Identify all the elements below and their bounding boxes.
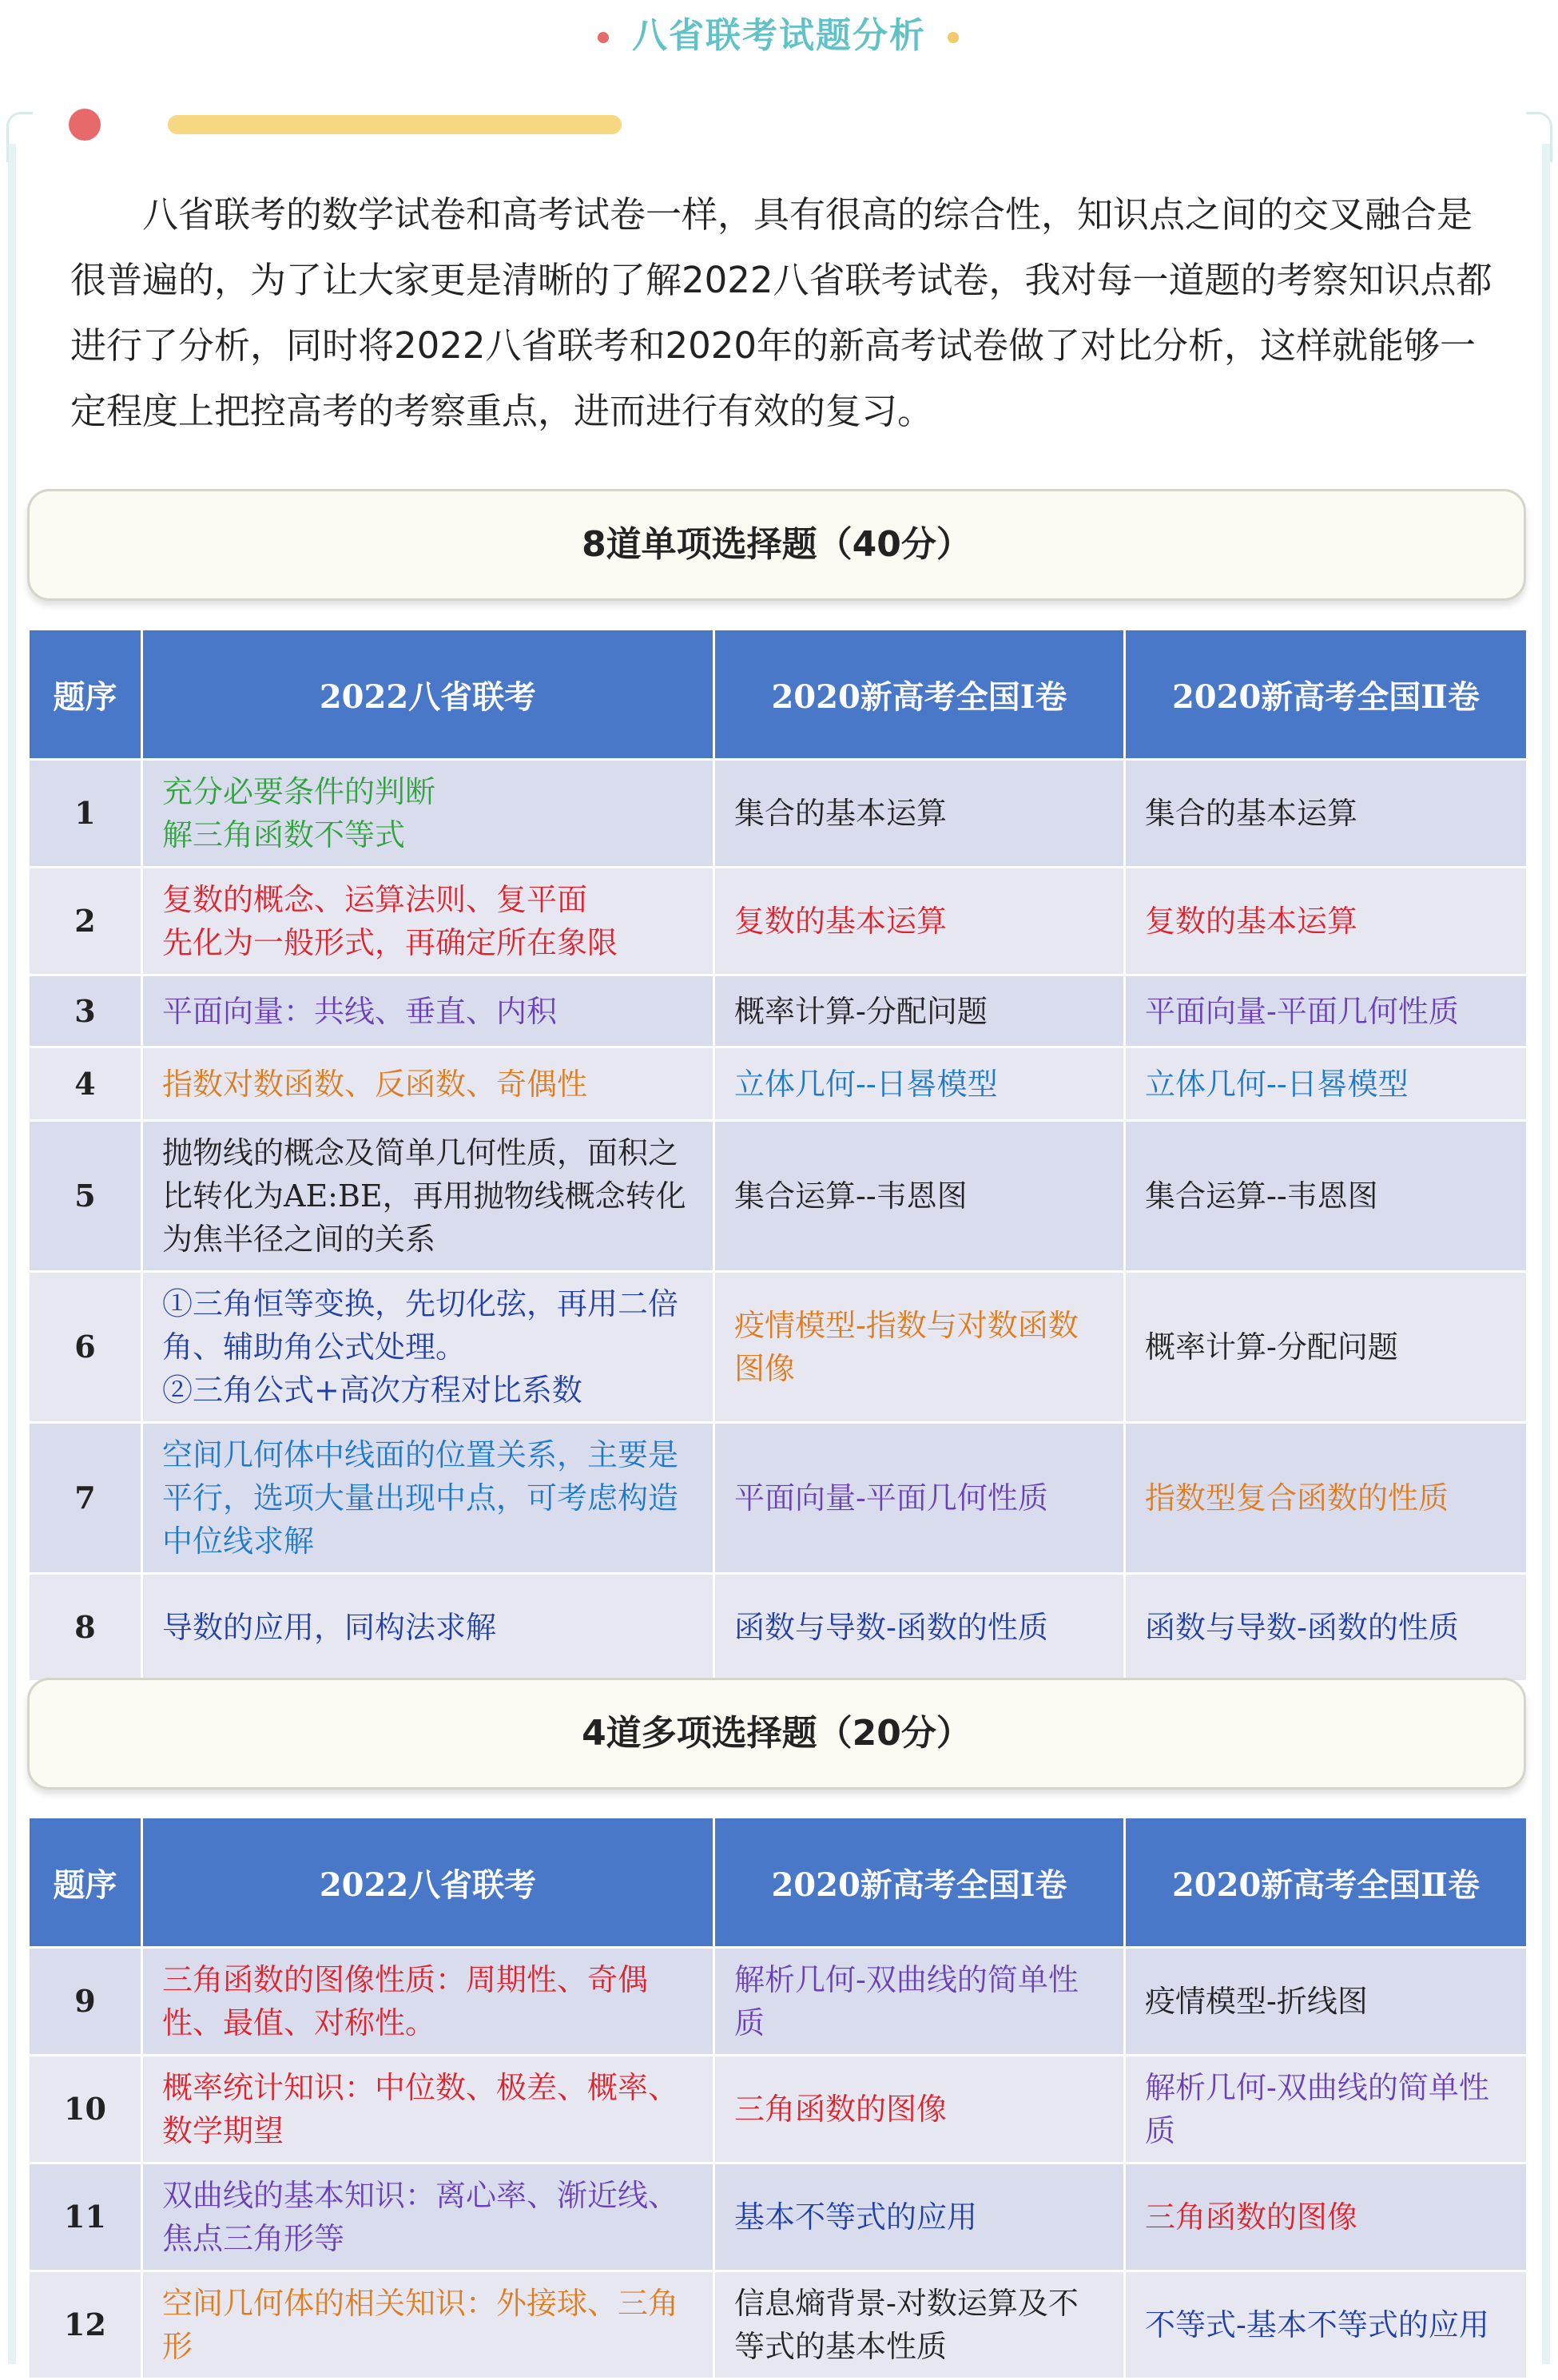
cell-2020-paper-1: 平面向量-平面几何性质 <box>714 1423 1125 1574</box>
cell-2020-paper-1: 三角函数的图像 <box>714 2056 1125 2163</box>
decor-yellow-bar <box>168 115 622 134</box>
frame-corner-left <box>6 112 33 162</box>
cell-2020-paper-2: 指数型复合函数的性质 <box>1125 1423 1528 1574</box>
cell-2022-bashen: 抛物线的概念及简单几何性质，面积之比转化为AE:BE，再用抛物线概念转化为焦半径之间的关系 <box>142 1121 714 1272</box>
cell-2020-paper-1: 复数的基本运算 <box>714 868 1125 975</box>
section-title: 8道单项选择题（40分） <box>582 524 972 565</box>
decor-red-dot <box>69 109 101 141</box>
question-number: 9 <box>29 1948 142 2056</box>
question-number: 4 <box>29 1047 142 1121</box>
cell-2022-bashen: 概率统计知识：中位数、极差、概率、数学期望 <box>142 2056 714 2163</box>
cell-2020-paper-2: 解析几何-双曲线的简单性质 <box>1125 2056 1528 2163</box>
intro-paragraph: 八省联考的数学试卷和高考试卷一样，具有很高的综合性，知识点之间的交叉融合是很普遍的，为了让大家更是清晰的了解2022八省联考试卷，我对每一道题的考察知识点都进行了分析，同时将2022八省联考和2020年的新高考试卷做了对比分析，这样就能够一定程度上把控高考的考察重点，进而进行有效的复习。 <box>70 193 1492 432</box>
cell-2022-bashen: 三角函数的图像性质：周期性、奇偶性、最值、对称性。 <box>142 1948 714 2056</box>
table-row <box>29 1047 1528 1121</box>
table-header-row <box>29 1818 1528 1948</box>
cell-2022-bashen: 双曲线的基本知识：离心率、渐近线、焦点三角形等 <box>142 2163 714 2271</box>
table-row <box>29 2163 1528 2271</box>
cell-2022-bashen: 指数对数函数、反函数、奇偶性 <box>142 1047 714 1121</box>
cell-2022-bashen: 导数的应用，同构法求解 <box>142 1574 714 1682</box>
table-row <box>29 1272 1528 1423</box>
question-number: 5 <box>29 1121 142 1272</box>
header-cell-2020-1: 2020新高考全国Ⅰ卷 <box>714 630 1125 760</box>
cell-2020-paper-2: 立体几何--日晷模型 <box>1125 1047 1528 1121</box>
table-row <box>29 1121 1528 1272</box>
table-row <box>29 868 1528 975</box>
frame-corner-right <box>1526 112 1552 162</box>
cell-2020-paper-2: 平面向量-平面几何性质 <box>1125 975 1528 1047</box>
cell-2020-paper-2: 三角函数的图像 <box>1125 2163 1528 2271</box>
cell-2020-paper-1: 立体几何--日晷模型 <box>714 1047 1125 1121</box>
question-number: 10 <box>29 2056 142 2163</box>
table-row <box>29 760 1528 868</box>
table-row <box>29 2056 1528 2163</box>
cell-2020-paper-1: 集合的基本运算 <box>714 760 1125 868</box>
cell-2022-bashen: 充分必要条件的判断 解三角函数不等式 <box>142 760 714 868</box>
header-cell-2020-2: 2020新高考全国Ⅱ卷 <box>1125 630 1528 760</box>
question-number: 2 <box>29 868 142 975</box>
question-number: 12 <box>29 2271 142 2379</box>
cell-2022-bashen: ①三角恒等变换，先切化弦，再用二倍角、辅助角公式处理。 ②三角公式+高次方程对比系数 <box>142 1272 714 1423</box>
table-row <box>29 975 1528 1047</box>
multiple-choice-table <box>27 1816 1528 2380</box>
question-number: 11 <box>29 2163 142 2271</box>
cell-2022-bashen: 空间几何体的相关知识：外接球、三角形 <box>142 2271 714 2379</box>
cell-2020-paper-1: 集合运算--韦恩图 <box>714 1121 1125 1272</box>
cell-2020-paper-1: 信息熵背景-对数运算及不等式的基本性质 <box>714 2271 1125 2379</box>
cell-2020-paper-2: 不等式-基本不等式的应用 <box>1125 2271 1528 2379</box>
table-row <box>29 1423 1528 1574</box>
question-number: 3 <box>29 975 142 1047</box>
cell-2022-bashen: 空间几何体中线面的位置关系，主要是平行，选项大量出现中点，可考虑构造中位线求解 <box>142 1423 714 1574</box>
header-cell-index: 题序 <box>29 1818 142 1948</box>
question-number: 1 <box>29 760 142 868</box>
cell-2020-paper-2: 概率计算-分配问题 <box>1125 1272 1528 1423</box>
cell-2020-paper-1: 函数与导数-函数的性质 <box>714 1574 1125 1682</box>
header-cell-2022: 2022八省联考 <box>142 630 714 760</box>
section-single-choice <box>27 489 1526 601</box>
header-cell-2022: 2022八省联考 <box>142 1818 714 1948</box>
cell-2020-paper-1: 解析几何-双曲线的简单性质 <box>714 1948 1125 2056</box>
page-title: 八省联考试题分析 <box>632 15 926 56</box>
header-cell-2020-1: 2020新高考全国Ⅰ卷 <box>714 1818 1125 1948</box>
cell-2020-paper-2: 函数与导数-函数的性质 <box>1125 1574 1528 1682</box>
question-number: 6 <box>29 1272 142 1423</box>
table-row <box>29 1948 1528 2056</box>
cell-2020-paper-1: 概率计算-分配问题 <box>714 975 1125 1047</box>
cell-2020-paper-2: 集合的基本运算 <box>1125 760 1528 868</box>
cell-2022-bashen: 平面向量：共线、垂直、内积 <box>142 975 714 1047</box>
table-row <box>29 2271 1528 2379</box>
cell-2020-paper-2: 复数的基本运算 <box>1125 868 1528 975</box>
header <box>0 0 1558 72</box>
cell-2020-paper-2: 疫情模型-折线图 <box>1125 1948 1528 2056</box>
header-dot-right <box>948 32 959 43</box>
cell-2020-paper-1: 疫情模型-指数与对数函数图像 <box>714 1272 1125 1423</box>
cell-2022-bashen: 复数的概念、运算法则、复平面 先化为一般形式，再确定所在象限 <box>142 868 714 975</box>
header-cell-2020-2: 2020新高考全国Ⅱ卷 <box>1125 1818 1528 1948</box>
cell-2020-paper-2: 集合运算--韦恩图 <box>1125 1121 1528 1272</box>
header-cell-index: 题序 <box>29 630 142 760</box>
table-header-row <box>29 630 1528 760</box>
cell-2020-paper-1: 基本不等式的应用 <box>714 2163 1125 2271</box>
single-choice-table <box>27 628 1528 1683</box>
section-multiple-choice <box>27 1678 1526 1790</box>
table-row <box>29 1574 1528 1682</box>
question-number: 8 <box>29 1574 142 1682</box>
question-number: 7 <box>29 1423 142 1574</box>
section-title: 4道多项选择题（20分） <box>582 1713 972 1754</box>
